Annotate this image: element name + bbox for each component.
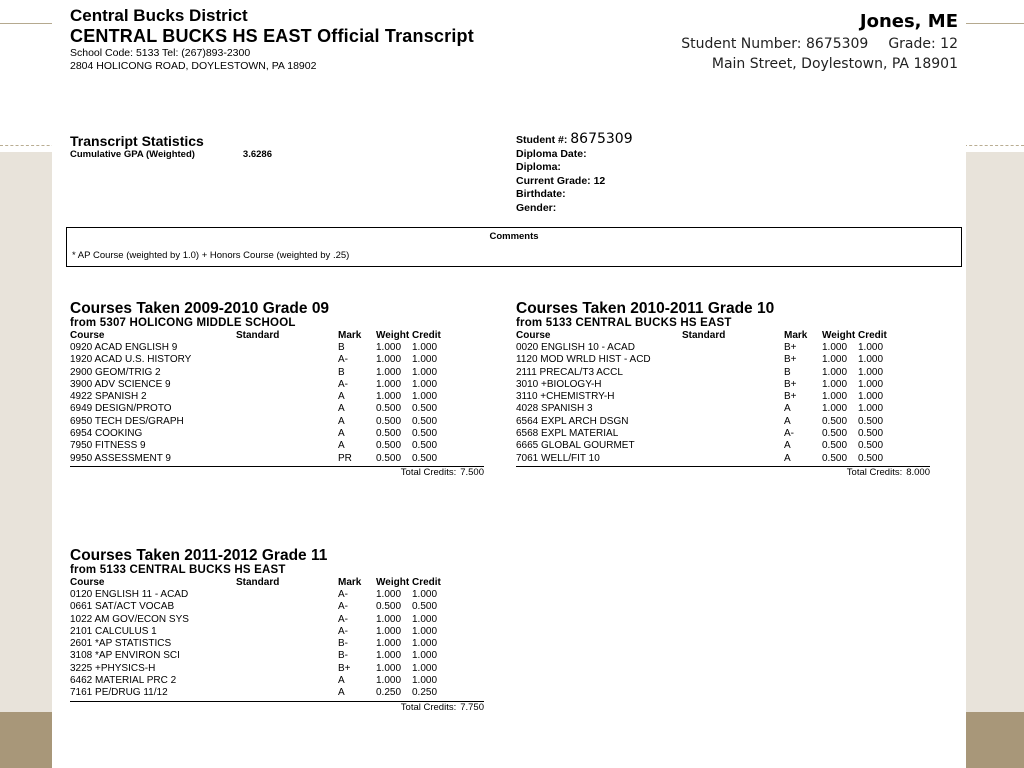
column-header-mark: Mark bbox=[784, 330, 808, 341]
course-credit: 1.000 bbox=[412, 613, 438, 625]
course-mark: A bbox=[784, 452, 791, 464]
total-credits-label: Total Credits: bbox=[400, 701, 457, 713]
course-standard bbox=[236, 626, 338, 638]
course-credit: 0.500 bbox=[858, 415, 884, 427]
term-school: from 5307 HOLICONG MIDDLE SCHOOL bbox=[70, 317, 296, 329]
course-name: 0120 ENGLISH 11 - ACAD bbox=[70, 589, 189, 600]
course-mark: A bbox=[784, 403, 791, 415]
slide-decoration-line bbox=[964, 23, 1024, 24]
course-row bbox=[516, 428, 930, 440]
course-credit: 0.500 bbox=[412, 403, 438, 415]
course-standard bbox=[236, 687, 338, 699]
course-row bbox=[516, 367, 930, 379]
student-grade: Grade: 12 bbox=[888, 36, 958, 52]
slide-decoration-dotted-line bbox=[0, 145, 60, 146]
school-title: CENTRAL BUCKS HS EAST Official Transcript bbox=[70, 26, 474, 46]
course-name: 6568 EXPL MATERIAL bbox=[516, 428, 619, 440]
school-address: 2804 HOLICONG ROAD, DOYLESTOWN, PA 18902 bbox=[70, 60, 317, 72]
course-standard bbox=[236, 342, 338, 354]
course-row bbox=[70, 675, 484, 687]
slide-decoration-band bbox=[966, 152, 1024, 712]
course-weight: 1.000 bbox=[376, 342, 402, 353]
student-number-row bbox=[516, 133, 633, 148]
column-header-credit: Credit bbox=[412, 330, 441, 341]
student-address: Main Street, Doylestown, PA 18901 bbox=[711, 56, 958, 72]
course-row bbox=[70, 342, 484, 354]
student-number-line bbox=[681, 34, 958, 54]
course-mark: B bbox=[338, 342, 345, 353]
course-standard bbox=[236, 638, 338, 650]
course-name: 2111 PRECAL/T3 ACCL bbox=[516, 366, 623, 378]
course-mark: A- bbox=[338, 601, 348, 613]
course-credit: 1.000 bbox=[858, 354, 884, 366]
course-row bbox=[70, 354, 484, 366]
course-standard bbox=[682, 379, 784, 391]
course-term-block bbox=[70, 547, 484, 713]
course-credit: 1.000 bbox=[412, 589, 438, 600]
course-name: 1022 AM GOV/ECON SYS bbox=[70, 613, 189, 625]
course-weight: 1.000 bbox=[376, 391, 402, 403]
course-weight: 0.500 bbox=[376, 403, 402, 415]
course-credit: 1.000 bbox=[412, 638, 438, 650]
course-credit: 1.000 bbox=[412, 342, 438, 353]
course-standard bbox=[236, 379, 338, 391]
column-header-standard: Standard bbox=[682, 330, 726, 341]
birthdate: Birthdate: bbox=[516, 188, 566, 200]
course-mark: A- bbox=[338, 625, 348, 637]
course-weight: 1.000 bbox=[822, 378, 848, 390]
course-weight: 0.500 bbox=[376, 415, 402, 427]
gpa-row bbox=[70, 149, 272, 161]
course-name: 3110 +CHEMISTRY-H bbox=[516, 391, 615, 403]
course-credit: 0.500 bbox=[412, 415, 438, 427]
course-name: 3010 +BIOLOGY-H bbox=[516, 378, 602, 390]
course-credit: 1.000 bbox=[858, 403, 884, 415]
course-standard bbox=[682, 416, 784, 428]
column-header-weight: Weight bbox=[376, 577, 410, 588]
course-row bbox=[516, 342, 930, 354]
course-weight: 0.250 bbox=[376, 687, 402, 699]
course-credit: 1.000 bbox=[412, 650, 438, 662]
course-standard bbox=[682, 453, 784, 465]
course-standard bbox=[236, 440, 338, 452]
course-mark: B+ bbox=[784, 342, 797, 353]
course-credit: 0.500 bbox=[858, 428, 884, 440]
column-header-weight: Weight bbox=[822, 330, 856, 341]
column-header-course: Course bbox=[70, 577, 105, 588]
course-standard bbox=[236, 589, 338, 601]
course-weight: 0.500 bbox=[376, 440, 402, 452]
slide-decoration-footer bbox=[0, 712, 52, 768]
school-code-line: School Code: 5133 Tel: (267)893-2300 bbox=[70, 47, 251, 59]
course-mark: A- bbox=[338, 589, 348, 600]
course-credit: 0.250 bbox=[412, 687, 438, 699]
course-term-block bbox=[516, 300, 930, 478]
course-credit: 1.000 bbox=[858, 366, 884, 378]
course-weight: 1.000 bbox=[376, 589, 402, 600]
course-weight: 1.000 bbox=[822, 354, 848, 366]
current-grade: Current Grade: 12 bbox=[516, 174, 606, 187]
course-standard bbox=[236, 367, 338, 379]
gpa-label: Cumulative GPA (Weighted) bbox=[70, 149, 195, 160]
diploma: Diploma: bbox=[516, 161, 561, 173]
course-weight: 1.000 bbox=[822, 366, 848, 378]
course-standard bbox=[682, 391, 784, 403]
course-mark: A bbox=[338, 415, 345, 427]
comments-title: Comments bbox=[489, 231, 539, 242]
course-mark: A- bbox=[338, 354, 348, 366]
course-row bbox=[516, 416, 930, 428]
column-header-course: Course bbox=[516, 330, 551, 341]
term-school: from 5133 CENTRAL BUCKS HS EAST bbox=[516, 317, 732, 329]
column-header-weight: Weight bbox=[376, 330, 410, 341]
total-credits-value: 7.750 bbox=[460, 701, 484, 713]
course-name: 6950 TECH DES/GRAPH bbox=[70, 415, 184, 427]
course-standard bbox=[236, 403, 338, 415]
course-mark: B+ bbox=[338, 662, 351, 674]
course-name: 0920 ACAD ENGLISH 9 bbox=[70, 342, 178, 353]
course-name: 7950 FITNESS 9 bbox=[70, 440, 146, 452]
course-mark: A bbox=[338, 403, 345, 415]
term-total-credits bbox=[70, 702, 484, 713]
course-row bbox=[70, 601, 484, 613]
course-standard bbox=[236, 601, 338, 613]
course-row bbox=[70, 379, 484, 391]
course-credit: 1.000 bbox=[858, 342, 884, 353]
course-name: 6564 EXPL ARCH DSGN bbox=[516, 415, 629, 427]
column-header-standard: Standard bbox=[236, 330, 280, 341]
course-standard bbox=[682, 342, 784, 354]
course-name: 7161 PE/DRUG 11/12 bbox=[70, 687, 168, 699]
comments-text: * AP Course (weighted by 1.0) + Honors Course (weighted by .25) bbox=[72, 250, 350, 261]
course-credit: 1.000 bbox=[412, 662, 438, 674]
slide-decoration-dotted-line bbox=[964, 145, 1024, 146]
course-row bbox=[70, 453, 484, 465]
course-standard bbox=[682, 428, 784, 440]
course-weight: 1.000 bbox=[376, 366, 402, 378]
transcript-statistics bbox=[70, 133, 272, 161]
student-number-value: 8675309 bbox=[570, 131, 633, 147]
course-row bbox=[516, 453, 930, 465]
course-name: 2900 GEOM/TRIG 2 bbox=[70, 366, 161, 378]
course-row bbox=[70, 428, 484, 440]
course-row bbox=[70, 638, 484, 650]
term-total-credits bbox=[516, 467, 930, 478]
course-mark: B- bbox=[338, 638, 348, 650]
course-row bbox=[70, 626, 484, 638]
course-table-header bbox=[70, 330, 484, 342]
course-credit: 1.000 bbox=[412, 675, 438, 687]
course-standard bbox=[236, 614, 338, 626]
student-name: Jones, ME bbox=[859, 11, 958, 32]
term-title: Courses Taken 2011-2012 Grade 11 bbox=[70, 547, 328, 564]
course-mark: B bbox=[338, 366, 345, 378]
course-mark: B+ bbox=[784, 354, 797, 366]
course-mark: A bbox=[338, 440, 345, 452]
course-standard bbox=[236, 675, 338, 687]
course-mark: PR bbox=[338, 452, 352, 464]
course-standard bbox=[236, 453, 338, 465]
course-name: 1120 MOD WRLD HIST - ACD bbox=[516, 354, 651, 366]
course-standard bbox=[236, 663, 338, 675]
course-row bbox=[70, 687, 484, 699]
student-number-label: Student #: bbox=[516, 134, 568, 146]
course-credit: 1.000 bbox=[412, 378, 438, 390]
course-name: 0020 ENGLISH 10 - ACAD bbox=[516, 342, 635, 353]
column-header-mark: Mark bbox=[338, 330, 362, 341]
district-name: Central Bucks District bbox=[70, 6, 248, 25]
course-credit: 0.500 bbox=[412, 440, 438, 452]
course-mark: A bbox=[784, 440, 791, 452]
total-credits-label: Total Credits: bbox=[846, 466, 903, 478]
course-credit: 1.000 bbox=[412, 391, 438, 403]
course-row bbox=[70, 367, 484, 379]
course-name: 4028 SPANISH 3 bbox=[516, 403, 593, 415]
course-row bbox=[516, 379, 930, 391]
course-mark: A bbox=[338, 428, 345, 440]
course-row bbox=[516, 391, 930, 403]
total-credits-label: Total Credits: bbox=[400, 466, 457, 478]
course-standard bbox=[682, 403, 784, 415]
slide-decoration-line bbox=[0, 23, 60, 24]
course-row bbox=[516, 440, 930, 452]
school-header bbox=[70, 6, 474, 73]
course-credit: 0.500 bbox=[858, 440, 884, 452]
course-row bbox=[70, 589, 484, 601]
course-name: 3108 *AP ENVIRON SCI bbox=[70, 650, 180, 662]
course-weight: 0.500 bbox=[822, 452, 848, 464]
course-row bbox=[516, 403, 930, 415]
course-name: 6954 COOKING bbox=[70, 428, 143, 440]
course-row bbox=[70, 614, 484, 626]
column-header-credit: Credit bbox=[858, 330, 887, 341]
course-credit: 1.000 bbox=[858, 391, 884, 403]
course-name: 0661 SAT/ACT VOCAB bbox=[70, 601, 175, 613]
course-weight: 0.500 bbox=[822, 428, 848, 440]
course-standard bbox=[682, 354, 784, 366]
course-weight: 0.500 bbox=[822, 440, 848, 452]
course-row bbox=[70, 391, 484, 403]
course-name: 3900 ADV SCIENCE 9 bbox=[70, 378, 171, 390]
term-title: Courses Taken 2010-2011 Grade 10 bbox=[516, 300, 775, 317]
course-standard bbox=[236, 354, 338, 366]
diploma-date: Diploma Date: bbox=[516, 147, 587, 160]
column-header-standard: Standard bbox=[236, 577, 280, 588]
course-row bbox=[70, 650, 484, 662]
course-row bbox=[70, 663, 484, 675]
course-weight: 1.000 bbox=[822, 342, 848, 353]
slide-decoration-band bbox=[0, 152, 52, 712]
statistics-title: Transcript Statistics bbox=[70, 133, 204, 149]
course-table-header bbox=[516, 330, 930, 342]
column-header-mark: Mark bbox=[338, 577, 362, 588]
course-mark: B- bbox=[338, 650, 348, 662]
course-mark: B bbox=[784, 366, 791, 378]
course-standard bbox=[236, 650, 338, 662]
transcript-document bbox=[52, 0, 966, 768]
course-standard bbox=[682, 440, 784, 452]
course-standard bbox=[236, 391, 338, 403]
course-weight: 1.000 bbox=[376, 613, 402, 625]
course-mark: A bbox=[784, 415, 791, 427]
course-weight: 1.000 bbox=[376, 650, 402, 662]
course-weight: 0.500 bbox=[376, 428, 402, 440]
course-credit: 1.000 bbox=[858, 378, 884, 390]
term-total-credits bbox=[70, 467, 484, 478]
term-school: from 5133 CENTRAL BUCKS HS EAST bbox=[70, 564, 286, 576]
course-mark: A bbox=[338, 687, 345, 699]
course-name: 1920 ACAD U.S. HISTORY bbox=[70, 354, 192, 366]
course-credit: 0.500 bbox=[412, 428, 438, 440]
course-row bbox=[70, 440, 484, 452]
course-standard bbox=[236, 428, 338, 440]
comments-box bbox=[66, 227, 962, 267]
course-name: 6462 MATERIAL PRC 2 bbox=[70, 675, 177, 687]
course-credit: 1.000 bbox=[412, 354, 438, 366]
course-weight: 1.000 bbox=[376, 625, 402, 637]
total-credits-value: 7.500 bbox=[460, 466, 484, 478]
gpa-value: 3.6286 bbox=[242, 149, 272, 160]
course-name: 6949 DESIGN/PROTO bbox=[70, 403, 172, 415]
course-credit: 0.500 bbox=[858, 452, 884, 464]
column-header-credit: Credit bbox=[412, 577, 441, 588]
course-mark: B+ bbox=[784, 378, 797, 390]
course-standard bbox=[682, 367, 784, 379]
course-name: 2101 CALCULUS 1 bbox=[70, 625, 157, 637]
slide-decoration-footer bbox=[966, 712, 1024, 768]
course-weight: 0.500 bbox=[822, 415, 848, 427]
course-weight: 1.000 bbox=[376, 638, 402, 650]
course-name: 7061 WELL/FIT 10 bbox=[516, 452, 600, 464]
term-title: Courses Taken 2009-2010 Grade 09 bbox=[70, 300, 330, 317]
course-credit: 1.000 bbox=[412, 366, 438, 378]
course-weight: 0.500 bbox=[376, 601, 402, 613]
course-row bbox=[70, 416, 484, 428]
course-mark: A- bbox=[784, 428, 794, 440]
course-mark: A bbox=[338, 391, 345, 403]
course-mark: A bbox=[338, 675, 345, 687]
course-name: 9950 ASSESSMENT 9 bbox=[70, 452, 171, 464]
course-table-header bbox=[70, 577, 484, 589]
column-header-course: Course bbox=[70, 330, 105, 341]
course-credit: 0.500 bbox=[412, 452, 438, 464]
course-mark: A- bbox=[338, 378, 348, 390]
student-header bbox=[681, 10, 958, 74]
course-weight: 1.000 bbox=[376, 675, 402, 687]
course-row bbox=[516, 354, 930, 366]
course-term-block bbox=[70, 300, 484, 478]
course-standard bbox=[236, 416, 338, 428]
course-weight: 1.000 bbox=[376, 378, 402, 390]
total-credits-value: 8.000 bbox=[906, 466, 930, 478]
course-credit: 0.500 bbox=[412, 601, 438, 613]
course-name: 6665 GLOBAL GOURMET bbox=[516, 440, 635, 452]
course-credit: 1.000 bbox=[412, 625, 438, 637]
course-mark: A- bbox=[338, 613, 348, 625]
student-info bbox=[516, 133, 633, 215]
course-weight: 1.000 bbox=[822, 391, 848, 403]
course-weight: 1.000 bbox=[376, 354, 402, 366]
course-weight: 1.000 bbox=[376, 662, 402, 674]
course-name: 4922 SPANISH 2 bbox=[70, 391, 147, 403]
course-name: 3225 +PHYSICS-H bbox=[70, 662, 156, 674]
gender: Gender: bbox=[516, 201, 557, 214]
course-row bbox=[70, 403, 484, 415]
course-mark: B+ bbox=[784, 391, 797, 403]
course-weight: 1.000 bbox=[822, 403, 848, 415]
course-weight: 0.500 bbox=[376, 452, 402, 464]
student-number: Student Number: 8675309 bbox=[681, 36, 869, 52]
course-name: 2601 *AP STATISTICS bbox=[70, 638, 172, 650]
